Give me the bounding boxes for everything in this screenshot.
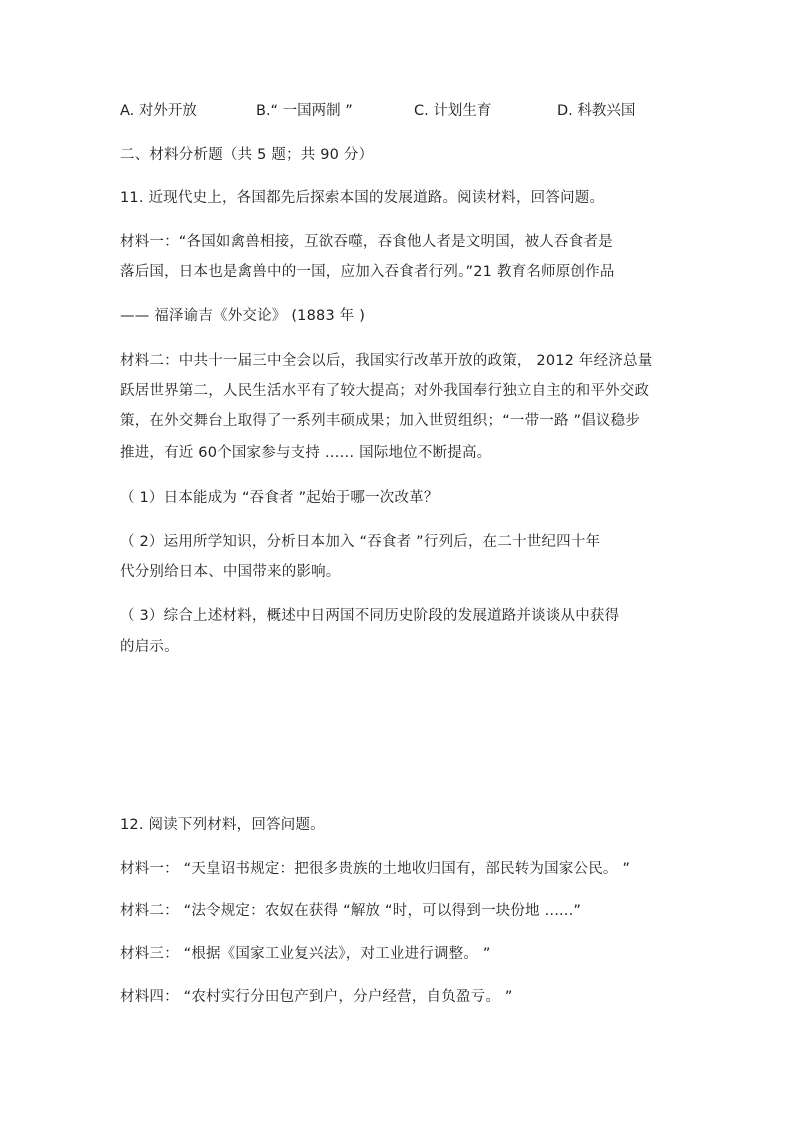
q12-stem: 12. 阅读下列材料，回答问题。 [120, 817, 325, 833]
q11-stem: 11. 近现代史上，各国都先后探索本国的发展道路。阅读材料，回答问题。 [120, 190, 605, 206]
q11-material1-line1: 材料一：“各国如禽兽相接，互欲吞噬，吞食他人者是文明国，被人吞食者是 [120, 234, 613, 250]
q12-material2: 材料二： “法令规定：农奴在获得 “解放 “时，可以得到一块份地 ......” [120, 903, 582, 919]
q12-material4: 材料四： “农村实行分田包产到户，分户经营，自负盈亏。 ” [120, 989, 513, 1005]
q11-material1-source: —— 福泽谕吉《外交论》 (1883 年 ) [120, 308, 366, 324]
q11-subquestion-3-line2: 的启示。 [120, 639, 179, 655]
q12-material1: 材料一： “天皇诏书规定：把很多贵族的土地收归国有，部民转为国家公民。 ” [120, 861, 631, 877]
option-a: A. 对外开放 [120, 103, 197, 119]
q11-material2-line2: 跃居世界第二，人民生活水平有了较大提高；对外我国奉行独立自主的和平外交政 [120, 383, 650, 399]
q11-subquestion-1: （ 1）日本能成为 “吞食者 ”起始于哪一次改革？ [120, 490, 439, 506]
q11-subquestion-2-line2: 代分别给日本、中国带来的影响。 [120, 564, 341, 580]
option-c: C. 计划生育 [414, 103, 492, 119]
q11-material2-line3: 策，在外交舞台上取得了一系列丰硕成果；加入世贸组织；“一带一路 ”倡议稳步 [120, 413, 641, 429]
q11-subquestion-3-line1: （ 3）综合上述材料，概述中日两国不同历史阶段的发展道路并谈谈从中获得 [120, 608, 620, 624]
q11-subquestion-2-line1: （ 2）运用所学知识，分析日本加入 “吞食者 ”行列后，在二十世纪四十年 [120, 534, 601, 550]
section-title: 二、材料分析题（共 5 题；共 90 分） [120, 147, 374, 163]
option-d: D. 科教兴国 [557, 103, 636, 119]
q11-material2-line1: 材料二：中共十一届三中全会以后，我国实行改革开放的政策， 2012 年经济总量 [120, 353, 653, 369]
q12-material3: 材料三： “根据《国家工业复兴法》，对工业进行调整。 ” [120, 946, 491, 962]
option-b: B.“ 一国两制 ” [256, 103, 353, 119]
q11-material2-line4: 推进，有近 60个国家参与支持 …… 国际地位不断提高。 [120, 445, 492, 461]
q11-material1-line2: 落后国，日本也是禽兽中的一国，应加入吞食者行列。”21 教育名师原创作品 [120, 264, 615, 280]
